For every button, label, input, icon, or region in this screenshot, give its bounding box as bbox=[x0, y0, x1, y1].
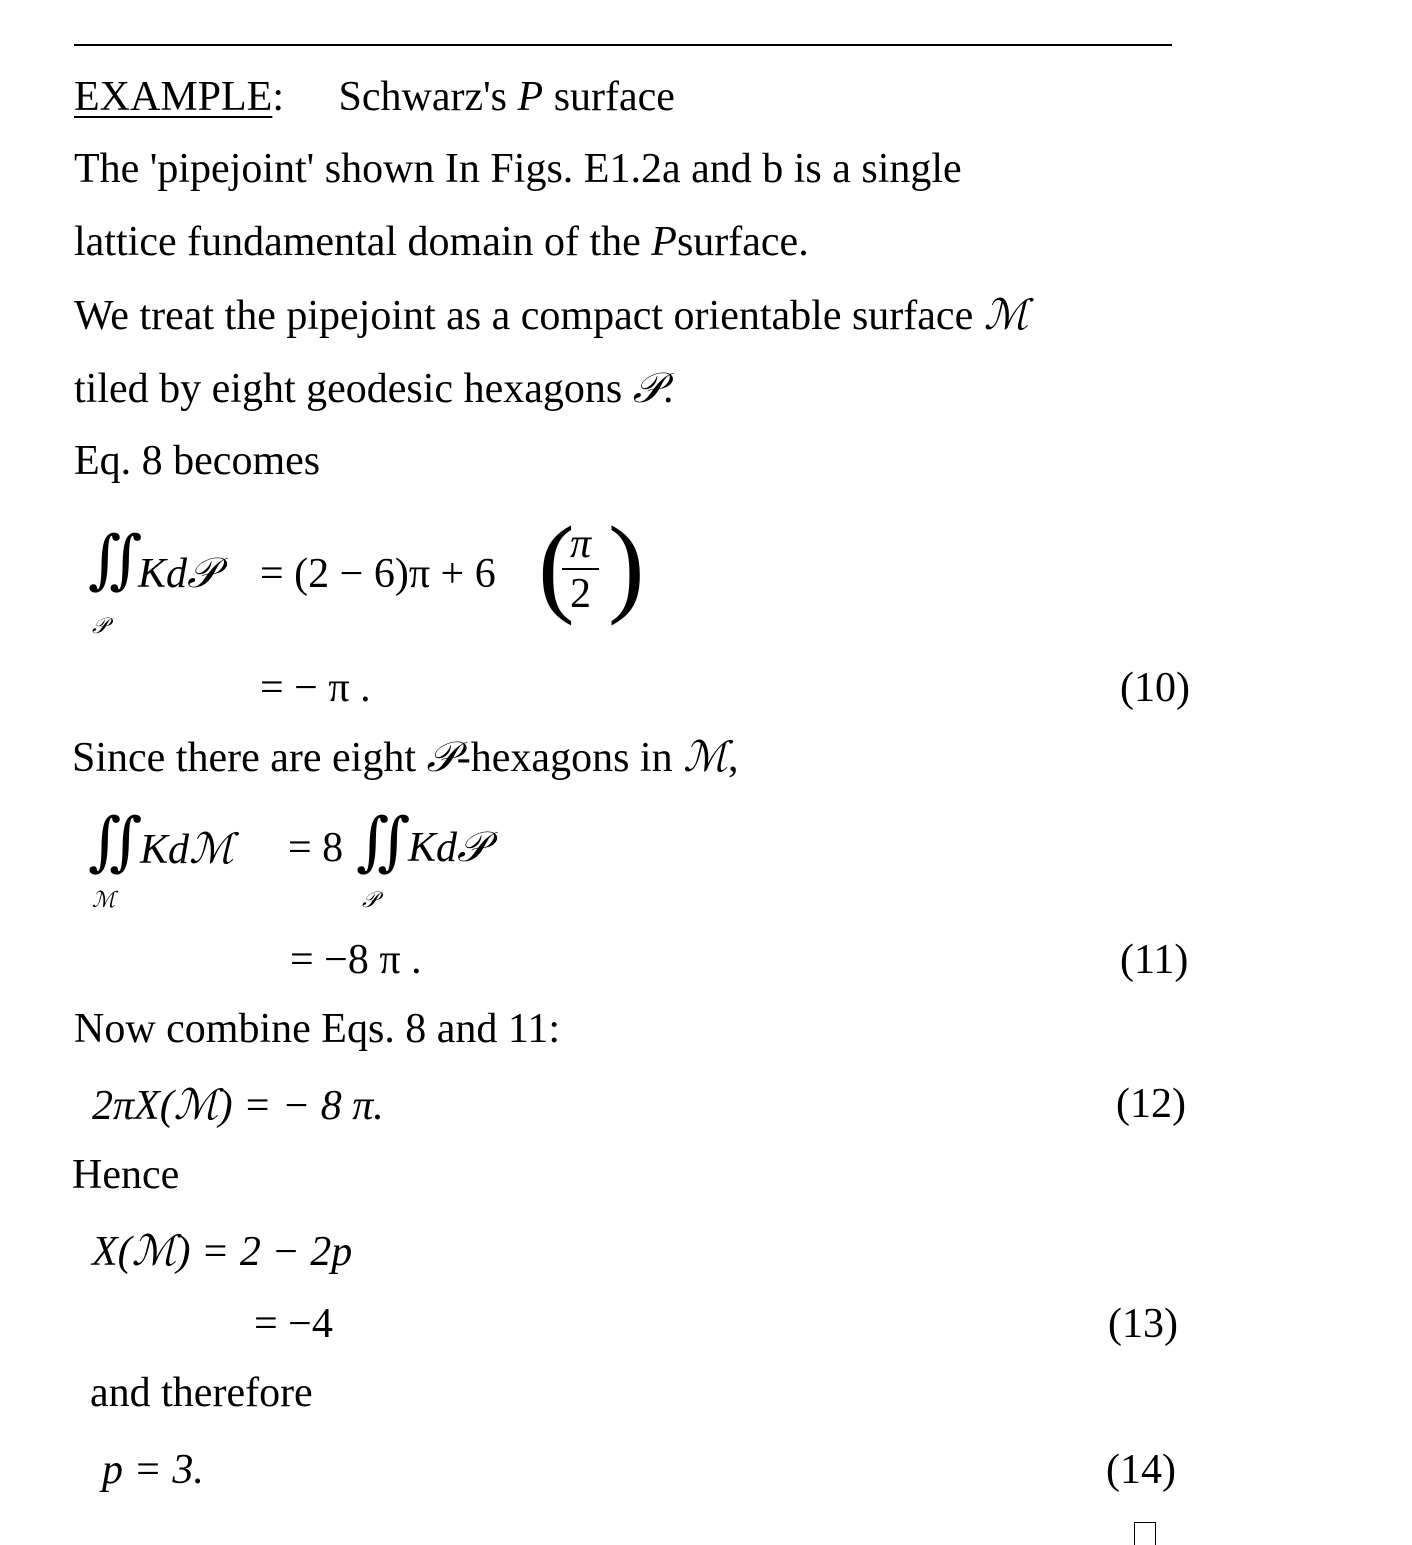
text-span: , bbox=[728, 735, 739, 781]
example-label: EXAMPLE bbox=[74, 74, 273, 120]
equation-number: (14) bbox=[1106, 1447, 1176, 1493]
numerator: π bbox=[562, 520, 599, 570]
example-colon: : bbox=[272, 74, 285, 120]
equation-11-line2: = −8 π . bbox=[290, 937, 422, 983]
paragraph-line: Now combine Eqs. 8 and 11: bbox=[74, 1006, 561, 1052]
qed-box-icon bbox=[1134, 1522, 1156, 1545]
text-span: -hexagons in bbox=[456, 735, 673, 781]
paragraph-line bbox=[74, 221, 809, 263]
right-paren: ) bbox=[608, 504, 645, 626]
integral-subscript: ℳ bbox=[92, 888, 116, 913]
equation-number: (11) bbox=[1120, 937, 1189, 983]
integrand: Kd𝒫 bbox=[408, 825, 488, 871]
symbol-P: 𝒫 bbox=[632, 363, 663, 412]
top-rule bbox=[74, 44, 1172, 46]
paragraph-line: Eq. 8 becomes bbox=[74, 438, 321, 484]
symbol-P: 𝒫 bbox=[426, 732, 457, 781]
equation-number: (13) bbox=[1108, 1301, 1178, 1347]
double-integral-symbol: ∬ bbox=[88, 524, 143, 595]
double-integral-symbol: ∬ bbox=[356, 806, 411, 877]
title-prefix: Schwarz's bbox=[338, 74, 508, 120]
integral-subscript: 𝒫 bbox=[92, 614, 108, 639]
text-span: tiled by eight geodesic hexagons bbox=[74, 366, 623, 412]
paragraph-line: The 'pipejoint' shown In Figs. E1.2a and b is a single bbox=[74, 146, 962, 192]
symbol-M: ℳ bbox=[983, 290, 1029, 339]
paragraph-line bbox=[74, 290, 1029, 339]
double-integral-symbol: ∬ bbox=[88, 806, 143, 877]
text-span: surface. bbox=[676, 219, 809, 265]
text-span: Since there are eight bbox=[72, 735, 416, 781]
equation-13-line2: = −4 bbox=[254, 1301, 333, 1347]
rhs: = (2 − 6)π + 6 bbox=[260, 551, 496, 597]
integral-subscript: 𝒫 bbox=[362, 888, 378, 913]
example-heading bbox=[74, 76, 675, 118]
symbol-M: ℳ bbox=[683, 732, 729, 781]
denominator: 2 bbox=[570, 571, 592, 617]
mid: = 8 bbox=[288, 825, 344, 871]
title-var: P bbox=[517, 74, 544, 120]
left-paren: ( bbox=[538, 504, 575, 626]
equation-13-line1: X(ℳ) = 2 − 2p bbox=[92, 1229, 353, 1275]
equation-12: 2πX(ℳ) = − 8 π. bbox=[92, 1083, 384, 1129]
paragraph-line: Hence bbox=[72, 1152, 180, 1198]
paragraph-line bbox=[74, 363, 674, 412]
paragraph-line: and therefore bbox=[90, 1370, 313, 1416]
text-span: . bbox=[663, 366, 674, 412]
equation-14: p = 3. bbox=[102, 1447, 204, 1493]
equation-number: (12) bbox=[1116, 1081, 1186, 1127]
var-p: P bbox=[651, 219, 677, 265]
equation-11-line1 bbox=[88, 800, 608, 920]
paragraph-line bbox=[72, 732, 739, 781]
fraction bbox=[562, 520, 599, 618]
integrand: Kd𝒫 bbox=[138, 551, 218, 597]
integrand: Kdℳ bbox=[140, 827, 234, 873]
text-span: We treat the pipejoint as a compact orientable surface bbox=[74, 293, 974, 339]
title-suffix: surface bbox=[553, 74, 675, 120]
text-span: lattice fundamental domain of the bbox=[74, 219, 641, 265]
equation-10-line2: = − π . bbox=[260, 665, 371, 711]
equation-number: (10) bbox=[1120, 665, 1190, 711]
